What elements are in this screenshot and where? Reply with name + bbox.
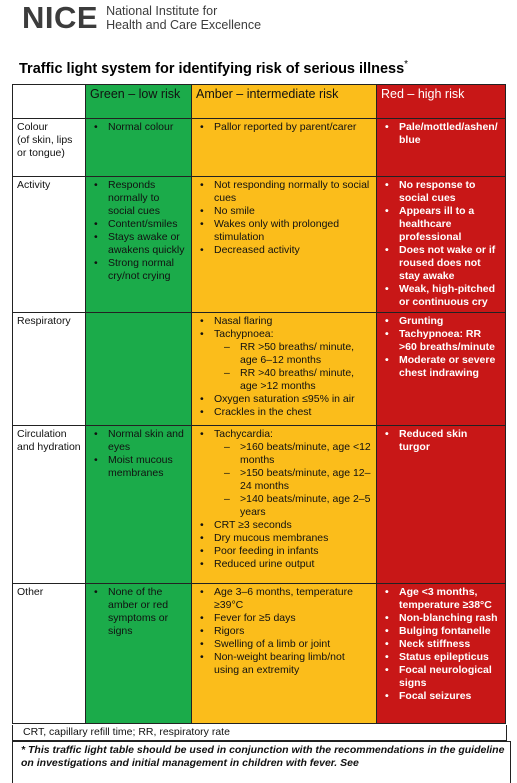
row-circulation — [13, 426, 506, 584]
list-item: • Age 3–6 months, temperature ≥39°C — [196, 586, 372, 612]
logo-line-1: National Institute for — [106, 3, 218, 18]
page-title — [19, 59, 408, 77]
list-item: • Reduced skin turgor — [381, 428, 501, 454]
traffic-light-table — [12, 84, 506, 724]
list-item: • Decreased activity — [196, 244, 372, 257]
list-item: • Reduced urine output — [196, 558, 372, 571]
row-label-activity: Activity — [13, 177, 86, 313]
header-green: Green – low risk — [86, 85, 192, 119]
cell-colour-red — [377, 119, 506, 177]
list-item: • Age <3 months, temperature ≥38°C — [381, 586, 501, 612]
list-item: • Dry mucous membranes — [196, 532, 372, 545]
list-item: • Tachypnoea: RR >60 breaths/minute — [381, 328, 501, 354]
cell-activity-red — [377, 177, 506, 313]
list-item: • Poor feeding in infants — [196, 545, 372, 558]
cell-other-amber — [192, 584, 377, 724]
list-item: • Pallor reported by parent/carer — [196, 121, 372, 134]
list-item: • No response to social cues — [381, 179, 501, 205]
row-label-text: Colour — [17, 121, 48, 133]
list-item: • CRT ≥3 seconds — [196, 519, 372, 532]
row-colour — [13, 119, 506, 177]
list-item: • Content/smiles — [90, 218, 187, 231]
sub-list-item: – >160 beats/minute, age <12 months — [214, 441, 372, 467]
list-item: • None of the amber or red symptoms or signs — [90, 586, 187, 638]
list-item: • Neck stiffness — [381, 638, 501, 651]
list-item: • Focal seizures — [381, 690, 501, 703]
row-label-colour — [13, 119, 86, 177]
cell-colour-green — [86, 119, 192, 177]
sub-list-item: – >150 beats/minute, age 12–24 months — [214, 467, 372, 493]
list-item: • Normal skin and eyes — [90, 428, 187, 454]
cell-respiratory-red — [377, 313, 506, 426]
list-item: • Moist mucous membranes — [90, 454, 187, 480]
list-item: • Swelling of a limb or joint — [196, 638, 372, 651]
list-item: • Nasal flaring — [196, 315, 372, 328]
list-item: • Pale/mottled/ashen/ blue — [381, 121, 501, 147]
list-item: • Grunting — [381, 315, 501, 328]
header-amber: Amber – intermediate risk — [192, 85, 377, 119]
list-item: • Does not wake or if roused does not stay awake — [381, 244, 501, 283]
logo-subtitle — [106, 4, 261, 32]
cell-other-red — [377, 584, 506, 724]
header-blank-cell — [13, 85, 86, 119]
sub-list — [214, 341, 372, 393]
cell-respiratory-amber — [192, 313, 377, 426]
row-label-circulation: Circulation and hydration — [13, 426, 86, 584]
list-item — [196, 428, 372, 519]
list-item: • No smile — [196, 205, 372, 218]
row-sublabel-text: (of skin, lips or tongue) — [17, 134, 73, 159]
cell-activity-green — [86, 177, 192, 313]
header-row — [13, 85, 506, 119]
list-item: • Status epilepticus — [381, 651, 501, 664]
list-item: • Normal colour — [90, 121, 187, 134]
row-other — [13, 584, 506, 724]
row-label-other: Other — [13, 584, 86, 724]
asterisk-footnote: * This traffic light table should be used in conjunction with the recommendations in the guideline on investigations and initial management in children with fever. See — [12, 741, 511, 783]
logo-wordmark: NICE — [22, 0, 99, 35]
header-red: Red – high risk — [377, 85, 506, 119]
title-footnote-mark: * — [404, 59, 409, 70]
cell-circulation-red — [377, 426, 506, 584]
row-label-respiratory: Respiratory — [13, 313, 86, 426]
list-item: • Appears ill to a healthcare professional — [381, 205, 501, 244]
cell-circulation-green — [86, 426, 192, 584]
list-item: • Non-blanching rash — [381, 612, 501, 625]
list-item: • Rigors — [196, 625, 372, 638]
list-item: • Fever for ≥5 days — [196, 612, 372, 625]
sub-list-item: – >140 beats/minute, age 2–5 years — [214, 493, 372, 519]
list-item: • Non-weight bearing limb/not using an extremity — [196, 651, 372, 677]
list-item — [196, 328, 372, 393]
list-item: • Bulging fontanelle — [381, 625, 501, 638]
list-item: • Stays awake or awakens quickly — [90, 231, 187, 257]
list-item: • Moderate or severe chest indrawing — [381, 354, 501, 380]
sub-list — [214, 441, 372, 519]
list-item-heading: Tachycardia: — [214, 428, 273, 440]
logo-line-2: Health and Care Excellence — [106, 17, 262, 32]
row-respiratory — [13, 313, 506, 426]
abbreviations-footnote: CRT, capillary refill time; RR, respiratory rate — [12, 725, 507, 741]
list-item: • Not responding normally to social cues — [196, 179, 372, 205]
list-item: • Oxygen saturation ≤95% in air — [196, 393, 372, 406]
title-text: Traffic light system for identifying risk of serious illness — [19, 60, 405, 77]
sub-list-item: – RR >50 breaths/ minute, age 6–12 months — [214, 341, 372, 367]
sub-list-item: – RR >40 breaths/ minute, age >12 months — [214, 367, 372, 393]
row-activity — [13, 177, 506, 313]
list-item: • Strong normal cry/not crying — [90, 257, 187, 283]
list-item: • Crackles in the chest — [196, 406, 372, 419]
cell-circulation-amber — [192, 426, 377, 584]
cell-colour-amber — [192, 119, 377, 177]
list-item: • Focal neurological signs — [381, 664, 501, 690]
cell-respiratory-green — [86, 313, 192, 426]
cell-other-green — [86, 584, 192, 724]
list-item-heading: Tachypnoea: — [214, 328, 274, 340]
list-item: • Weak, high-pitched or continuous cry — [381, 283, 501, 309]
nice-logo — [22, 2, 261, 33]
list-item: • Wakes only with prolonged stimulation — [196, 218, 372, 244]
list-item: • Responds normally to social cues — [90, 179, 187, 218]
cell-activity-amber — [192, 177, 377, 313]
